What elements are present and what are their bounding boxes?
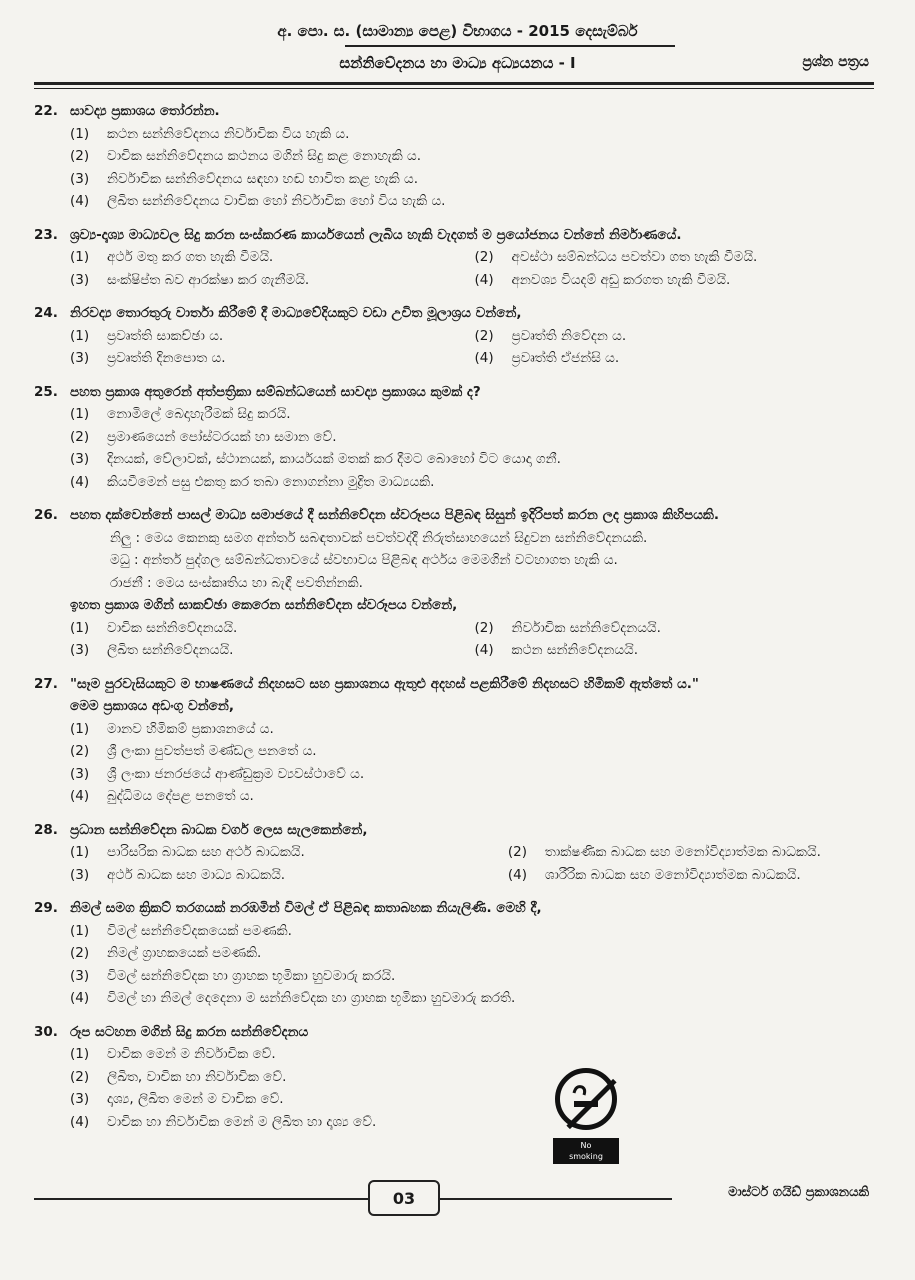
option-number: (1) (70, 619, 90, 636)
option (475, 617, 880, 640)
option-number: (4) (474, 350, 494, 366)
option (475, 246, 880, 269)
option (70, 123, 879, 146)
option (70, 639, 475, 662)
option-number: (3) (70, 350, 90, 366)
option-text: විමල් සන්නිවේදකයෙක් පමණකි. (107, 922, 292, 939)
question-number: 28. (34, 821, 58, 838)
page-number: 03 (368, 1180, 440, 1216)
option-text: මානව හිමිකම් ප්‍රකාශනයේ ය. (107, 720, 274, 737)
option-number: (4) (507, 866, 528, 883)
option-number: (3) (70, 642, 90, 658)
option-number: (1) (70, 125, 90, 142)
option-text: අවස්ථා සම්බන්ධය පවත්වා ගත හැකි වීමයි. (511, 249, 758, 265)
option-text: ශ්‍රී ලංකා ජනරජයේ ආණ්ඩුක්‍රම ව්‍යවස්ථාවේ ය. (107, 765, 365, 782)
option-number: (4) (70, 1113, 90, 1130)
question-text: නිරවද්‍ය තොරතුරු වාර්තා කිරීමේ දී මාධ්‍යවේදියකුට වඩා උචිත මූලාශ්‍රය වන්නේ, (70, 305, 522, 321)
option-number: (1) (70, 720, 90, 737)
question-number: 24. (34, 305, 58, 321)
question-number: 26. (34, 507, 58, 523)
option (70, 841, 508, 864)
option-number: (2) (474, 327, 494, 344)
header-rule-thin (34, 88, 874, 89)
no-smoking-sign (553, 1068, 623, 1164)
option-number: (2) (474, 249, 494, 265)
option (70, 785, 879, 808)
question-text: පහත දක්වෙන්නේ පාසල් මාධ්‍ය සමාජයේ දී සන්නිවේදන ස්වරූපය පිළිබඳ සිසුන් ඉදිරිපත් කරන ලද ප්‍රකාශ කිහිපයකි. (70, 507, 719, 523)
option-text: ප්‍රමාණයෙන් පෝස්ටරයක් හා සමාන වේ. (107, 428, 337, 445)
option-text: කියවීමෙන් පසු එකතු කර තබා නොගන්නා මුද්‍රිත මාධ්‍යයකි. (107, 473, 435, 490)
option-text: බුද්ධිමය දේපළ පනතේ ය. (107, 788, 254, 804)
question-22 (34, 100, 879, 213)
option (508, 841, 879, 864)
question-26 (34, 504, 879, 662)
option (70, 325, 475, 348)
option (508, 864, 879, 887)
option-text: විමල් සන්නිවේදක හා ග්‍රාහක භූමිකා හුවමාරු කරයි. (107, 967, 396, 984)
option-text: ප්‍රවෘත්ති ඒජන්සි ය. (511, 350, 620, 366)
option-text: සංක්ෂිප්ත බව ආරක්ෂා කර ගැනීමයි. (107, 271, 310, 288)
option-text: විමල් හා නිමල් දෙදෙනා ම සන්නිවේදක හා ග්‍රාහක භූමිකා හුවමාරු කරති. (107, 990, 516, 1006)
option-number: (3) (70, 765, 90, 782)
option-number: (2) (474, 619, 494, 636)
question-29 (34, 897, 879, 1010)
option-text: නිමල් ග්‍රාහකයෙක් පමණකි. (107, 945, 262, 961)
option (70, 168, 879, 191)
option (70, 403, 879, 426)
option-text: ලිඛිත, වාචික හා නිර්වාචික වේ. (107, 1068, 287, 1085)
option (70, 763, 879, 786)
option (70, 448, 879, 471)
option-text: වාචික හා නිර්වාචික මෙන් ම ලිඛිත හා දෘශ්‍ය වේ. (107, 1113, 377, 1130)
option-number: (4) (70, 193, 90, 209)
option-text: ප්‍රවෘත්ති දිනපොත ය. (107, 350, 226, 366)
option-text: නොමිලේ බෙදාහැරීමක් සිදු කරයි. (107, 406, 291, 422)
option-text: කථන සන්නිවේදනයයි. (511, 642, 639, 658)
footer-rule-left (34, 1198, 368, 1200)
option (70, 920, 879, 943)
option (70, 864, 508, 887)
option-text: ප්‍රවෘත්ති සාකච්ඡා ය. (107, 327, 224, 344)
option-number: (3) (70, 1091, 90, 1107)
subject-title: සන්නිවේදනය හා මාධ්‍ය අධ්‍යයනය - I (339, 54, 576, 72)
option (70, 1043, 879, 1066)
option-number: (1) (70, 1046, 90, 1062)
option (70, 1111, 879, 1134)
option-number: (3) (70, 271, 90, 288)
option (70, 190, 879, 213)
question-23 (34, 224, 879, 292)
question-stem: ඉහත ප්‍රකාශ මගින් සාකච්ඡා කෙරෙන සන්නිවේදන ස්වරූපය වන්නේ, (70, 597, 458, 613)
option (70, 471, 879, 494)
option-number: (3) (70, 451, 90, 467)
option-number: (2) (70, 1068, 90, 1085)
option-text: පාරිසරික බාධක සහ අර්ථ බාධකයි. (107, 844, 305, 860)
option-number: (3) (70, 866, 90, 883)
option (70, 145, 879, 168)
option-number: (4) (474, 642, 494, 658)
option (475, 325, 880, 348)
question-text: පහත ප්‍රකාශ අතුරෙන් අත්පත්‍රිකා සම්බන්ධයෙන් සාවද්‍ය ප්‍රකාශය කුමක් ද? (70, 383, 481, 400)
question-number: 23. (34, 226, 58, 243)
option-text: දෘශ්‍ය, ලිඛිත මෙන් ම වාචික වේ. (107, 1091, 284, 1107)
question-28 (34, 819, 879, 887)
option-text: ලිඛිත සන්නිවේදනයයි. (107, 642, 234, 658)
option-number: (2) (507, 844, 528, 860)
option-number: (1) (70, 844, 90, 860)
question-number: 25. (34, 383, 58, 400)
question-27 (34, 673, 879, 808)
question-text: ප්‍රධාන සන්නිවේදන බාධක වර්ග ලෙස සැලකෙන්නේ, (70, 821, 368, 838)
question-number: 22. (34, 103, 58, 119)
option-number: (4) (474, 271, 494, 288)
option (70, 426, 879, 449)
footer-rule-right (440, 1198, 672, 1200)
option (70, 269, 475, 292)
section-label: ප්‍රශ්න පත්‍රය (802, 54, 869, 70)
option-number: (2) (70, 428, 90, 445)
option-number: (2) (70, 945, 90, 961)
header-rule (34, 82, 874, 85)
option (70, 617, 475, 640)
question-text: නිමල් සමග ක්‍රිකට් තරගයක් නරඹමින් විමල් ඒ පිළිබඳ කතාබහක නියැලිණි. මෙහි දී, (70, 900, 542, 916)
option-text: ශ්‍රී ලංකා පුවත්පත් මණ්ඩල පනතේ ය. (107, 743, 317, 759)
option-number: (1) (70, 406, 90, 422)
header-underline (345, 45, 675, 47)
option-text: ප්‍රවෘත්ති නිවේදන ය. (511, 327, 627, 344)
option-text: වාචික සන්නිවේදනය කථනය මගින් සිදු කළ නොහැකි ය. (107, 148, 422, 164)
question-25 (34, 381, 879, 494)
option-text: වාචික සන්නිවේදනයයි. (107, 619, 238, 636)
option-text: නිර්වාචික සන්නිවේදනයයි. (511, 619, 661, 636)
option-number: (4) (70, 990, 90, 1006)
no-smoking-label (553, 1138, 619, 1164)
option-text: අනවශ්‍ය වියදම් අඩු කරගත හැකි වීමයි. (511, 271, 731, 288)
option-number: (3) (70, 170, 90, 187)
option (70, 1088, 879, 1111)
option-text: නිර්වාචික සන්නිවේදනය සඳහා හඬ භාවිත කළ හැකි ය. (107, 170, 419, 187)
option (475, 269, 880, 292)
option (70, 246, 475, 269)
option-number: (4) (70, 788, 90, 804)
option (70, 1066, 879, 1089)
question-text: ශ්‍රව්‍ය-දෘශ්‍ය මාධ්‍යවල සිදු කරන සංස්කරණ කාර්යයෙන් ලැබිය හැකි වැදගත් ම ප්‍රයෝජනය වන්නේ නිර්මාණයේ. (70, 226, 682, 243)
option-number: (4) (70, 473, 90, 490)
option-number: (1) (70, 249, 90, 265)
question-30 (34, 1021, 879, 1134)
questions (34, 100, 879, 1144)
question-text: සාවද්‍ය ප්‍රකාශය තෝරන්න. (70, 103, 220, 119)
option (70, 347, 475, 370)
option-text: කථන සන්නිවේදනය නිර්වාචික විය හැකි ය. (107, 125, 350, 142)
option-number: (1) (70, 922, 90, 939)
option (70, 965, 879, 988)
question-text: රූප සටහන මගින් සිදු කරන සන්නිවේදනය (70, 1023, 309, 1040)
statement: නිලු : මෙය කෙනකු සමග අන්තර් සබඳතාවක් පවත්වද්දී නිරුත්සාහයෙන් සිදුවන සන්නිවේදනයකි. (110, 529, 648, 546)
option-number: (1) (70, 327, 90, 344)
question-24 (34, 302, 879, 370)
option-text: ශාරීරික බාධක සහ මනෝවිද්‍යාත්මක බාධකයි. (544, 866, 801, 883)
statement: රාජනී : මෙය සංස්කෘතිය හා බැඳී පවතින්නකි. (110, 574, 363, 591)
option-number: (2) (70, 743, 90, 759)
no-smoking-icon (555, 1068, 617, 1130)
option-text: තාක්ෂණික බාධක සහ මනෝවිද්‍යාත්මක බාධකයි. (544, 844, 821, 860)
option-text: වාචික මෙන් ම නිර්වාචික වේ. (107, 1046, 276, 1062)
option (475, 639, 880, 662)
question-number: 30. (34, 1023, 58, 1040)
option (70, 718, 879, 741)
statement: මධු : අන්තර් පුද්ගල සම්බන්ධතාවයේ ස්වභාවය පිළිබඳ අර්ථය මෙමගින් වටහාගත හැකි ය. (110, 552, 618, 568)
option-text: අර්ථ බාධක සහ මාධ්‍ය බාධකයි. (107, 866, 286, 883)
option (475, 347, 880, 370)
question-text: "සෑම පුරවැසියකුට ම භාෂණයේ නිදහසට සහ ප්‍රකාශනය ඇතුළු අදහස් පළකිරීමේ නිදහසට හිමිකම් ඇත්තේ ය." (70, 675, 699, 692)
option-text: ලිඛිත සන්නිවේදනය වාචික හෝ නිර්වාචික හෝ විය හැකි ය. (107, 193, 446, 209)
option (70, 987, 879, 1010)
exam-title: අ. පො. ස. (සාමාන්‍ය පෙළ) විභාගය - 2015 දෙසැම්බර් (277, 22, 638, 40)
publisher-name: මාස්ටර් ගයිඩ් ප්‍රකාශනයකි (728, 1185, 869, 1200)
option-number: (2) (70, 148, 90, 164)
question-stem: මෙම ප්‍රකාශය අඩංගු වන්නේ, (70, 698, 234, 714)
question-number: 27. (34, 675, 58, 692)
option-text: අර්ථ මතු කර ගත හැකි වීමයි. (107, 249, 274, 265)
option (70, 740, 879, 763)
sign-line-2: smoking (569, 1152, 603, 1161)
option (70, 942, 879, 965)
question-number: 29. (34, 900, 58, 916)
sign-line-1: No (580, 1141, 592, 1150)
option-number: (3) (70, 967, 90, 984)
option-text: දිනයක්, වේලාවක්, ස්ථානයක්, කාර්යයක් මතක් කර දීමට බොහෝ විට යොදා ගනී. (107, 451, 561, 467)
